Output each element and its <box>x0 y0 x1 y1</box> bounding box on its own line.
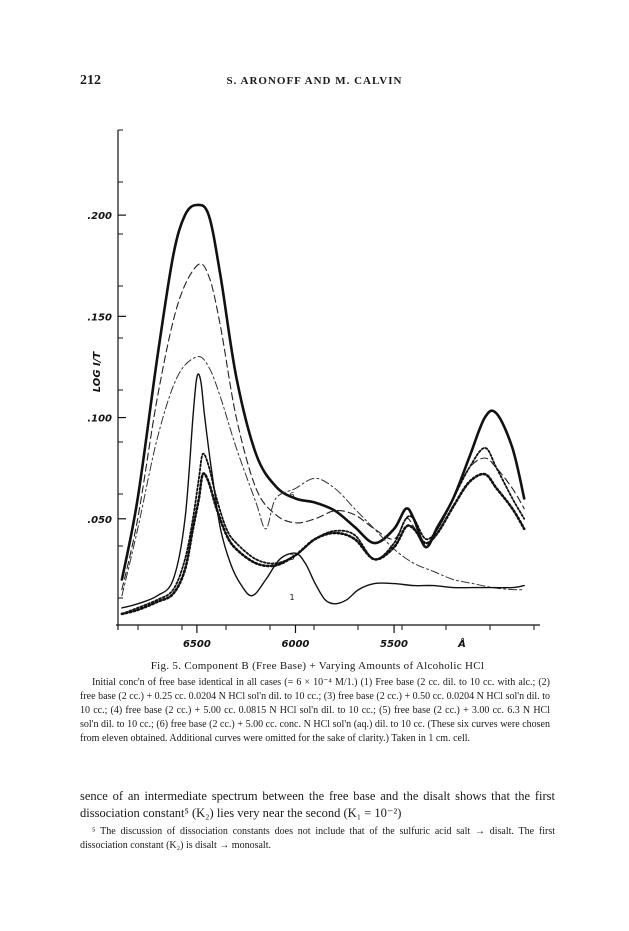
y-tick-label: .100 <box>87 413 112 425</box>
curve-label: 1 <box>289 593 295 602</box>
figure-caption-body: Initial conc'n of free base identical in all cases (= 6 × 10⁻⁴ M/1.) (1) Free base (2 cc. dil. to 10 cc. with alc.; (2) free base (2 cc.) + 0.25 cc. 0.0204 N HCl sol'n dil. to 10 cc.; (3) free base (2 cc.) + 0.50 cc. 0.0204 N HCl sol'n dil. to 10 cc.; (4) free base (2 cc.) + 5.00 cc. 0.0815 N HCl sol'n dil. to 10 cc.; (5) free base (2 cc.) + 3.00 cc. 6.3 N HCl sol'n dil. to 10 cc.; (6) free base (2 cc.) + 5.00 cc. conc. N HCl sol'n (aq.) dil. to 10 cc. (These six curves were chosen from eleven obtained. Additional curves were omitted for the sake of clarity.) Taken in 1 cm. cell. <box>80 677 550 744</box>
curve-label: 3 <box>289 553 295 562</box>
y-tick-label: .150 <box>87 312 112 324</box>
chart-series <box>122 205 524 614</box>
x-tick-label: 6000 <box>281 639 310 650</box>
page-number: 212 <box>80 73 101 88</box>
y-axis-title: LOG I/T <box>92 351 103 393</box>
figure-caption-title: Fig. 5. Component B (Free Base) + Varying Amounts of Alcoholic HCl <box>150 660 485 672</box>
y-tick-label: .200 <box>87 211 112 223</box>
running-head: S. ARONOFF AND M. CALVIN <box>226 75 403 87</box>
y-tick-label: .050 <box>87 514 112 526</box>
footnote: ⁵ The discussion of dissociation constants does not include that of the sulfuric acid salt → disalt. The first dissociation constant (K₂) is disalt → monosalt. <box>80 826 555 851</box>
series-line-1 <box>122 205 524 580</box>
x-tick-label: 6500 <box>182 639 211 650</box>
x-tick-label: 5500 <box>380 639 408 650</box>
body-paragraph: sence of an intermediate spectrum between the free base and the disalt shows that the first dissociation constant⁵ (K₂) lies very near the second (K₁ = 10⁻²) <box>80 789 555 820</box>
x-axis-title: Å <box>458 639 466 650</box>
curve-label: 6 <box>289 491 295 500</box>
chart-labels <box>87 211 466 650</box>
